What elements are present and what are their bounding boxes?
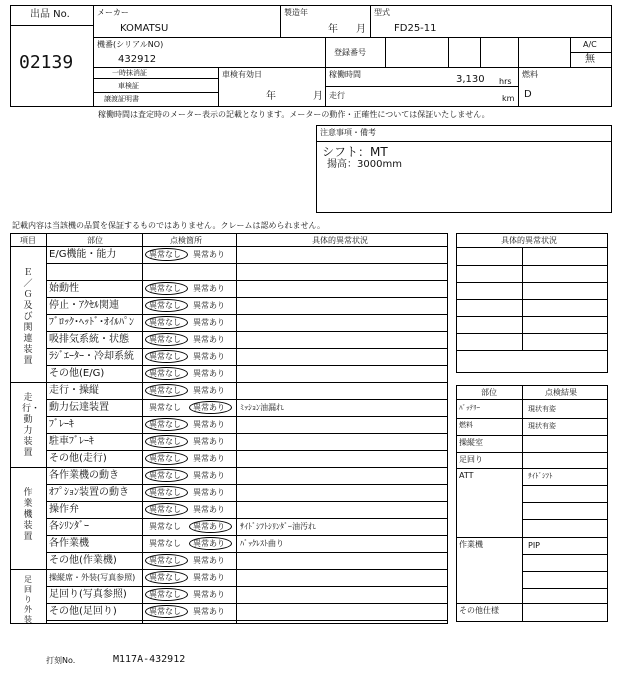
normal-option[interactable]: 異常なし bbox=[149, 437, 181, 446]
table-row bbox=[0, 467, 1, 484]
normal-selected-mark bbox=[145, 350, 188, 363]
notes-title: 注意事項・備考 bbox=[320, 128, 376, 137]
reg-label: 登録番号 bbox=[334, 48, 366, 57]
normal-selected-mark bbox=[145, 469, 188, 482]
normal-option[interactable]: 異常なし bbox=[149, 403, 181, 412]
row-part: 各作業機 bbox=[49, 538, 89, 549]
col-item-header: 項目 bbox=[20, 236, 36, 245]
normal-option[interactable]: 異常なし bbox=[149, 301, 181, 310]
abnormal-option[interactable]: 異常あり bbox=[193, 471, 225, 480]
table-row bbox=[0, 348, 1, 365]
result-col-part: 部位 bbox=[481, 388, 497, 397]
abnormal-option[interactable]: 異常あり bbox=[193, 573, 225, 582]
group-eg-label: Ｅ／Ｇ及び関連装置 bbox=[23, 268, 33, 366]
normal-option[interactable]: 異常なし bbox=[149, 454, 181, 463]
row-part: 各作業機の動き bbox=[49, 470, 119, 481]
hours-label: 稼働時間 bbox=[329, 70, 361, 79]
serial-value: 432912 bbox=[118, 54, 157, 65]
group-work-label: 作業機装置 bbox=[23, 488, 33, 542]
result-row-part: その他仕様 bbox=[459, 606, 499, 615]
row-part: 吸排気系統・状態 bbox=[49, 334, 129, 345]
serial-label: 機番(シリアルNO) bbox=[97, 40, 164, 49]
maker-value: KOMATSU bbox=[120, 23, 169, 34]
table-row bbox=[0, 314, 1, 331]
abnormal-option[interactable]: 異常あり bbox=[193, 454, 225, 463]
row-part: 各ｼﾘﾝﾀﾞｰ bbox=[49, 521, 89, 532]
stamp-label: 打刻No. bbox=[46, 656, 76, 665]
result-row-value: 現状有姿 bbox=[528, 422, 556, 430]
normal-selected-mark bbox=[145, 554, 188, 567]
abnormal-option[interactable]: 異常あり bbox=[193, 301, 225, 310]
normal-selected-mark bbox=[145, 435, 188, 448]
hours-value: 3,130 bbox=[456, 74, 485, 85]
normal-selected-mark bbox=[145, 367, 188, 380]
notes-line-1: シフト：MT bbox=[322, 145, 388, 159]
normal-option[interactable]: 異常なし bbox=[149, 607, 181, 616]
model-value: FD25-11 bbox=[394, 23, 437, 34]
row-part: その他(E/G) bbox=[49, 368, 105, 379]
table-row bbox=[0, 331, 1, 348]
result-row-part: 作業機 bbox=[459, 540, 483, 549]
normal-option[interactable]: 異常なし bbox=[149, 420, 181, 429]
abnormal-option[interactable]: 異常あり bbox=[193, 284, 225, 293]
normal-selected-mark bbox=[145, 248, 188, 261]
inspection-year-unit: 年 bbox=[266, 91, 276, 102]
notes-line-2: 揚高：3000mm bbox=[327, 159, 402, 170]
abnormal-selected-mark bbox=[189, 537, 232, 550]
row-part: ﾌﾞﾚｰｷ bbox=[49, 419, 74, 430]
month-unit: 月 bbox=[356, 24, 366, 35]
table-row bbox=[0, 416, 1, 433]
row-part: ﾗｼﾞｴｰﾀｰ・冷却系統 bbox=[49, 351, 134, 362]
table-row bbox=[0, 450, 1, 467]
abnormal-option[interactable]: 異常あり bbox=[193, 369, 225, 378]
ac-value: 無 bbox=[585, 54, 595, 65]
row-part: 足回り(写真参照) bbox=[49, 589, 127, 600]
normal-selected-mark bbox=[145, 486, 188, 499]
hours-unit: hrs bbox=[499, 77, 512, 86]
result-row-value: ｻｲﾄﾞｼﾌﾄ bbox=[528, 472, 553, 480]
abnormal-option[interactable]: 異常あり bbox=[193, 352, 225, 361]
abnormal-option[interactable]: 異常あり bbox=[193, 488, 225, 497]
result-col-result: 点検結果 bbox=[545, 388, 577, 397]
abnormal-option[interactable]: 異常あり bbox=[193, 607, 225, 616]
normal-selected-mark bbox=[145, 588, 188, 601]
normal-option[interactable]: 異常なし bbox=[149, 505, 181, 514]
abnormal-option[interactable]: 異常あり bbox=[193, 420, 225, 429]
normal-selected-mark bbox=[145, 503, 188, 516]
normal-selected-mark bbox=[145, 452, 188, 465]
row-part: ｵﾌﾟｼｮﾝ装置の動き bbox=[49, 487, 129, 498]
table-row bbox=[0, 297, 1, 314]
km-unit: km bbox=[502, 94, 515, 103]
table-row bbox=[0, 280, 1, 297]
normal-selected-mark bbox=[145, 299, 188, 312]
mileage-label: 走行 bbox=[329, 91, 345, 100]
abnormal-selected-mark bbox=[189, 401, 232, 414]
normal-selected-mark bbox=[145, 316, 188, 329]
col-detail-header: 具体的異常状況 bbox=[312, 236, 368, 245]
normal-option[interactable]: 異常なし bbox=[149, 471, 181, 480]
result-row-part: ﾊﾞｯﾃﾘｰ bbox=[459, 404, 480, 412]
abnormal-option[interactable]: 異常あり bbox=[193, 335, 225, 344]
normal-option[interactable]: 異常なし bbox=[149, 250, 181, 259]
row-part: 駐車ﾌﾞﾚｰｷ bbox=[49, 436, 94, 447]
table-row bbox=[0, 246, 1, 263]
lot-label: 出品 No. bbox=[30, 9, 70, 20]
normal-selected-mark bbox=[145, 418, 188, 431]
normal-option[interactable]: 異常なし bbox=[149, 522, 181, 531]
normal-selected-mark bbox=[145, 605, 188, 618]
inspection-label: 車検有効日 bbox=[222, 70, 262, 79]
stamp-value: M117A-432912 bbox=[113, 654, 186, 665]
abnormal-option[interactable]: 異常あり bbox=[193, 505, 225, 514]
result-row-part: 燃料 bbox=[459, 421, 473, 429]
row-part: その他(足回り) bbox=[49, 606, 117, 617]
abnormal-option[interactable]: 異常あり bbox=[193, 403, 225, 412]
normal-selected-mark bbox=[145, 384, 188, 397]
abnormal-option[interactable]: 異常あり bbox=[193, 590, 225, 599]
abnormal-option[interactable]: 異常あり bbox=[193, 386, 225, 395]
row-part: 操作弁 bbox=[49, 504, 79, 515]
model-label: 型式 bbox=[374, 8, 390, 17]
table-row bbox=[0, 365, 1, 382]
table-row bbox=[0, 535, 1, 552]
hours-disclaimer: 稼働時間は査定時のメーター表示の記載となります。メーターの動作・正確性については保証いたしません。 bbox=[98, 110, 490, 119]
result-row-part: ATT bbox=[459, 471, 474, 480]
table-row bbox=[0, 382, 1, 399]
table-row bbox=[0, 518, 1, 535]
abnormal-option[interactable]: 異常あり bbox=[193, 437, 225, 446]
fuel-value: D bbox=[524, 89, 532, 100]
row-part: その他(走行) bbox=[49, 453, 107, 464]
result-row-value: 現状有姿 bbox=[528, 405, 556, 413]
abnormal-option[interactable]: 異常あり bbox=[193, 250, 225, 259]
right-detail-title: 具体的異常状況 bbox=[501, 236, 557, 245]
normal-option[interactable]: 異常なし bbox=[149, 590, 181, 599]
transfer-cert-label: 譲渡証明書 bbox=[104, 95, 139, 103]
result-row-value: PIP bbox=[528, 541, 541, 550]
table-row bbox=[0, 484, 1, 501]
vehicle-cert-label: 車検証 bbox=[118, 82, 139, 90]
row-part: その他(作業機) bbox=[49, 555, 117, 566]
col-check-header: 点検箇所 bbox=[170, 236, 202, 245]
table-row bbox=[0, 501, 1, 518]
row-part: E/G機能・能力 bbox=[49, 249, 117, 260]
normal-option[interactable]: 異常なし bbox=[149, 369, 181, 378]
result-row-part: 足回り bbox=[459, 455, 483, 464]
row-detail: ﾊﾞｯｸﾚｽﾄ曲り bbox=[240, 539, 284, 548]
row-part: 始動性 bbox=[49, 283, 79, 294]
normal-selected-mark bbox=[145, 571, 188, 584]
maker-label: メーカー bbox=[97, 8, 129, 17]
result-row-part: 操縦室 bbox=[459, 438, 483, 447]
table-row bbox=[0, 399, 1, 416]
table-row bbox=[0, 569, 1, 586]
group-drive-label: 走行・動力装置 bbox=[22, 393, 41, 458]
year-unit: 年 bbox=[328, 24, 338, 35]
normal-option[interactable]: 異常なし bbox=[149, 318, 181, 327]
inspection-month-unit: 月 bbox=[313, 91, 323, 102]
normal-selected-mark bbox=[145, 333, 188, 346]
normal-option[interactable]: 異常なし bbox=[149, 539, 181, 548]
year-label: 製造年 bbox=[284, 8, 308, 17]
row-part: 動力伝達装置 bbox=[49, 402, 109, 413]
lot-number: 02139 bbox=[19, 52, 74, 73]
row-part: 停止・ｱｸｾﾙ関連 bbox=[49, 300, 119, 311]
normal-option[interactable]: 異常なし bbox=[149, 386, 181, 395]
normal-option[interactable]: 異常なし bbox=[149, 352, 181, 361]
row-part: ﾌﾞﾛｯｸ･ﾍｯﾄﾞ･ｵｲﾙﾊﾟﾝ bbox=[49, 317, 134, 328]
abnormal-option[interactable]: 異常あり bbox=[193, 522, 225, 531]
abnormal-option[interactable]: 異常あり bbox=[193, 539, 225, 548]
right-detail-box bbox=[456, 233, 608, 373]
row-part: 走行・操縦 bbox=[49, 385, 99, 396]
table-row bbox=[0, 603, 1, 620]
normal-option[interactable]: 異常なし bbox=[149, 488, 181, 497]
abnormal-option[interactable]: 異常あり bbox=[193, 318, 225, 327]
abnormal-selected-mark bbox=[189, 520, 232, 533]
normal-option[interactable]: 異常なし bbox=[149, 335, 181, 344]
table-row bbox=[0, 552, 1, 569]
row-part: 操縦席・外装(写真参照) bbox=[49, 573, 136, 582]
temp-plate-label: 一時抹消証 bbox=[112, 69, 147, 77]
normal-option[interactable]: 異常なし bbox=[149, 573, 181, 582]
normal-option[interactable]: 異常なし bbox=[149, 556, 181, 565]
quality-disclaimer: 記載内容は当該機の品質を保証するものではありません。クレームは認められません。 bbox=[12, 221, 325, 230]
table-row bbox=[0, 263, 1, 280]
ac-label: A/C bbox=[583, 40, 597, 49]
row-detail: ｻｲﾄﾞｼﾌﾄｼﾘﾝﾀﾞｰ油汚れ bbox=[240, 522, 316, 531]
table-row bbox=[0, 433, 1, 450]
result-table bbox=[456, 385, 608, 622]
fuel-label: 燃料 bbox=[522, 70, 538, 79]
normal-option[interactable]: 異常なし bbox=[149, 284, 181, 293]
normal-selected-mark bbox=[145, 282, 188, 295]
col-part-header: 部位 bbox=[87, 236, 103, 245]
abnormal-option[interactable]: 異常あり bbox=[193, 556, 225, 565]
row-detail: ﾐｯｼｮﾝ油漏れ bbox=[240, 403, 284, 412]
table-row bbox=[0, 586, 1, 603]
group-under-label: 足回り外装 bbox=[24, 575, 32, 624]
